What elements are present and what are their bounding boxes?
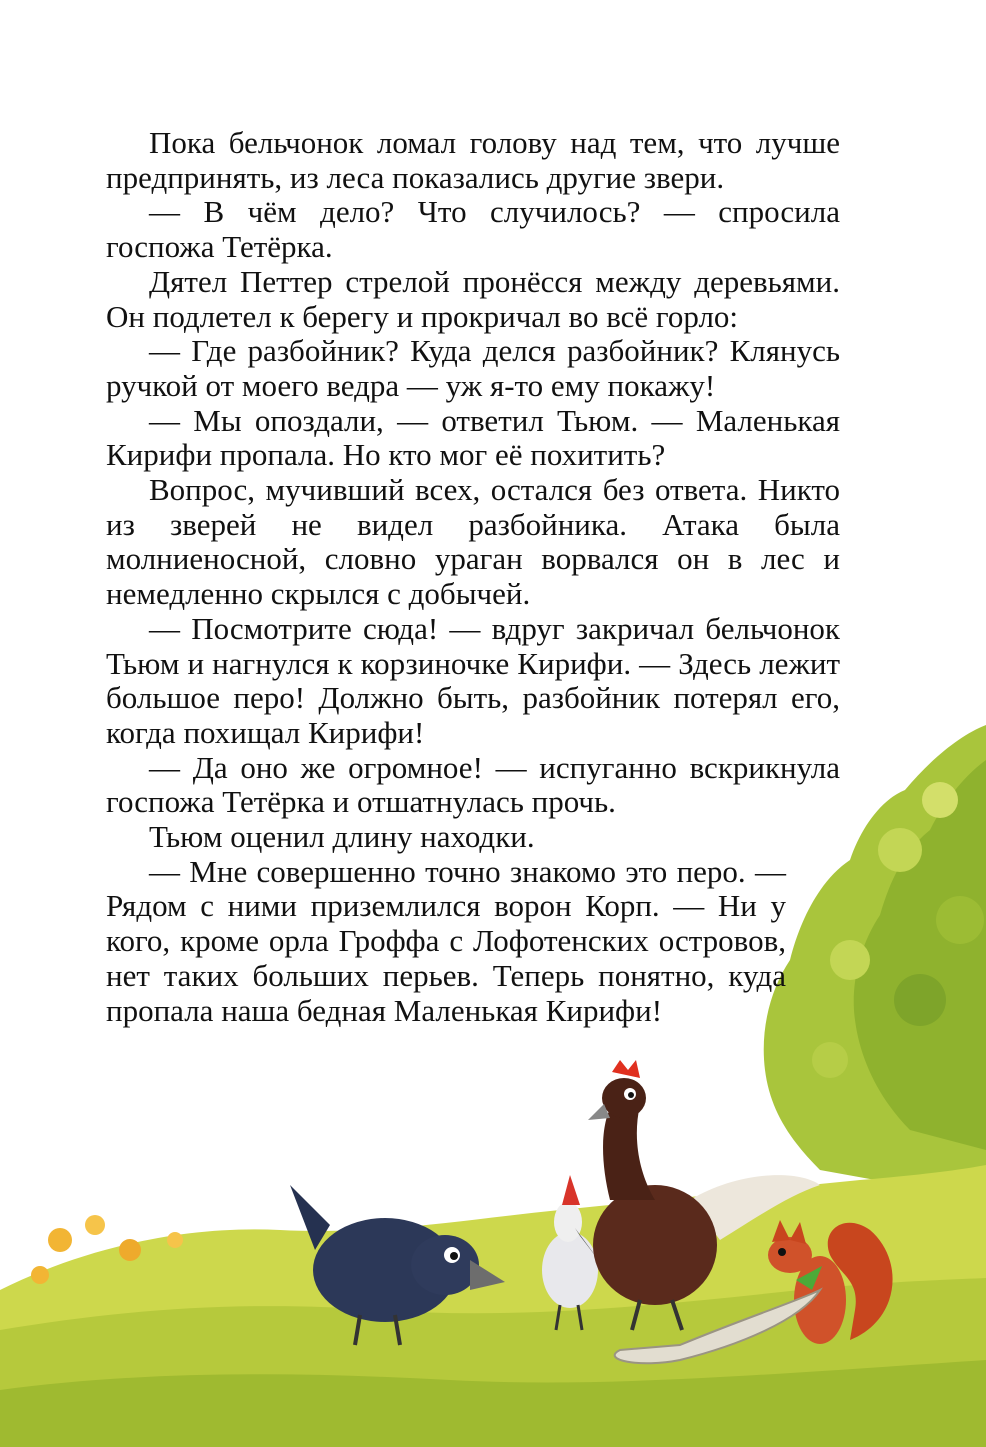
paragraph: — Мы опоздали, — ответил Тьюм. — Маленькая Кирифи пропала. Но кто мог её похитить? <box>106 402 840 473</box>
paragraph: Тьюм оценил длину находки. <box>149 819 535 855</box>
paragraph: — Мне совершенно точно знакомо это перо. — Рядом с ними приземлился ворон Корп. — Ни у кого, кроме орла Гроффа с Лофотенских островов, нет таких больших перьев. Теперь понятно, куда пропала наша бедная Маленькая Кирифи! <box>106 853 786 1028</box>
paragraph: Вопрос, мучивший всех, остался без ответа. Никто из зверей не видел разбойника. Атака была молниеносной, словно ураган ворвался он в лес и немедленно скрылся с добычей. <box>106 472 840 612</box>
story-text <box>106 126 840 1028</box>
paragraph: — Посмотрите сюда! — вдруг закричал бельчонок Тьюм и нагнулся к корзиночке Кирифи. — Здесь лежит большое перо! Должно быть, разбойник потерял его, когда похищал Кирифи! <box>106 610 840 750</box>
paragraph: — В чём дело? Что случилось? — спросила госпожа Тетёрка. <box>106 194 840 265</box>
paragraph: Дятел Петтер стрелой пронёсся между деревьями. Он подлетел к берегу и прокричал во всё горло: <box>106 263 840 334</box>
paragraph: Пока бельчонок ломал голову над тем, что лучше предпринять, из леса показались другие звери. <box>106 125 840 195</box>
paragraph: — Да оно же огромное! — испуганно вскрикнула госпожа Тетёрка и отшатнулась прочь. <box>106 749 840 820</box>
paragraph: — Где разбойник? Куда делся разбойник? Клянусь ручкой от моего ведра — уж я-то ему покажу! <box>106 333 840 403</box>
